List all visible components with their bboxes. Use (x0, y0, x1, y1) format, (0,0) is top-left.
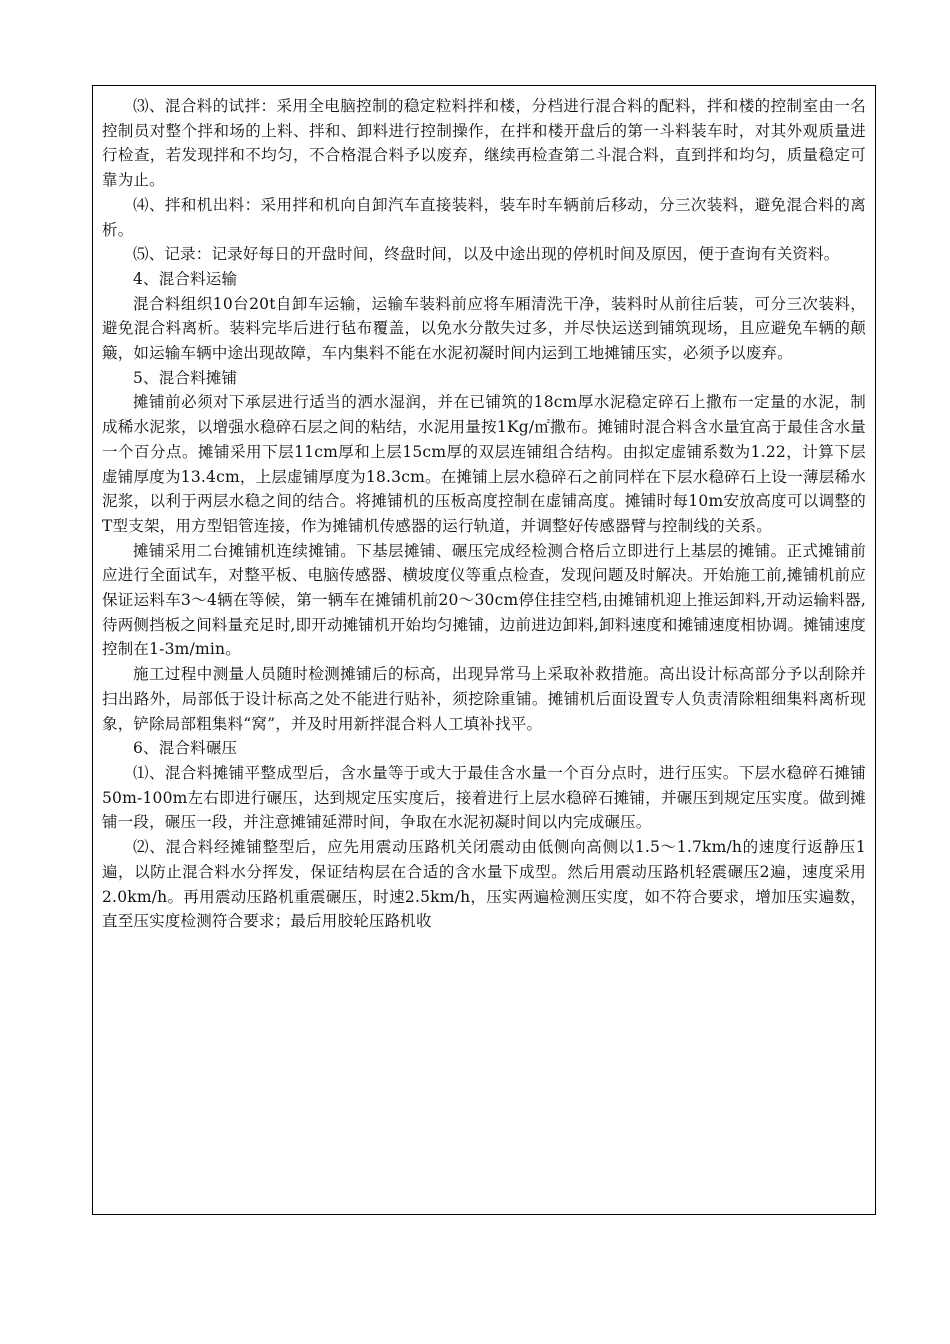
section-heading-compaction: 6、混合料碾压 (133, 739, 238, 758)
document-body (102, 94, 866, 934)
paragraph-record: ⑸、记录：记录好每日的开盘时间，终盘时间，以及中途出现的停机时间及原因，便于查询有关资料。 (133, 245, 840, 264)
section-heading-transport: 4、混合料运输 (133, 269, 238, 288)
paragraph-mixer-discharge: ⑷、拌和机出料：采用拌和机向自卸汽车直接装料，装车时车辆前后移动，分三次装料，避免混合料的离析。 (102, 195, 866, 239)
section-heading-paving: 5、混合料摊铺 (133, 368, 238, 387)
paragraph-paving-survey: 施工过程中测量人员随时检测摊铺后的标高，出现异常马上采取补救措施。高出设计标高部分予以刮除并扫出路外，局部低于设计标高之处不能进行贴补，须挖除重铺。摊铺机后面设置专人负责清除粗细集料离析现象，铲除局部粗集料“窝”，并及时用新拌混合料人工填补找平。 (102, 665, 866, 733)
paragraph-paving-machines: 摊铺采用二台摊铺机连续摊铺。下基层摊铺、碾压完成经检测合格后立即进行上基层的摊铺。正式摊铺前应进行全面试车，对整平板、电脑传感器、横坡度仪等重点检查，发现问题及时解决。开始施工前,摊铺机前应保证运料车3～4辆在等候，第一辆车在摊铺机前20～30cm停住挂空档,由摊铺机迎上推运卸料,开动运输料器,待两侧挡板之间料量充足时,即开动摊铺机开始均匀摊铺，边前进边卸料,卸料速度和摊铺速度相协调。摊铺速度控制在1-3m/min。 (102, 541, 866, 659)
paragraph-compaction-2: ⑵、混合料经摊铺整型后，应先用震动压路机关闭震动由低侧向高侧以1.5～1.7km/h的速度行返静压1遍，以防止混合料水分挥发，保证结构层在合适的含水量下成型。然后用震动压路机轻震碾压2遍，速度采用2.0km/h。再用震动压路机重震碾压，时速2.5km/h，压实两遍检测压实度，如不符合要求，增加压实遍数，直至压实度检测符合要求；最后用胶轮压路机收 (102, 838, 866, 931)
paragraph-compaction-1: ⑴、混合料摊铺平整成型后，含水量等于或大于最佳含水量一个百分点时，进行压实。下层水稳碎石摊铺50m-100m左右即进行碾压，达到规定压实度后，接着进行上层水稳碎石摊铺，并碾压到规定压实度。做到摊铺一段，碾压一段，并注意摊铺延滞时间，争取在水泥初凝时间以内完成碾压。 (102, 763, 866, 832)
table-frame (92, 85, 876, 1215)
paragraph-transport: 混合料组织10台20t自卸车运输，运输车装料前应将车厢清洗干净，装料时从前往后装，可分三次装料，避免混合料离析。装料完毕后进行毡布覆盖，以免水分散失过多，并尽快运送到铺筑现场，且应避免车辆的颠簸，如运输车辆中途出现故障，车内集料不能在水泥初凝时间内运到工地摊铺压实，必须予以废弃。 (102, 294, 866, 363)
paragraph-mix-trial: ⑶、混合料的试拌：采用全电脑控制的稳定粒料拌和楼，分档进行混合料的配料，拌和楼的控制室由一名控制员对整个拌和场的上料、拌和、卸料进行控制操作，在拌和楼开盘后的第一斗料装车时，对其外观质量进行检查，若发现拌和不均匀，不合格混合料予以废弃，继续再检查第二斗混合料，直到拌和均匀，质量稳定可靠为止。 (102, 97, 866, 190)
paragraph-paving-prep: 摊铺前必须对下承层进行适当的洒水湿润，并在已铺筑的18cm厚水泥稳定碎石上撒布一定量的水泥，制成稀水泥浆，以增强水稳碎石层之间的粘结，水泥用量按1Kg/㎡撒布。摊铺时混合料含水量宜高于最佳含水量一个百分点。摊铺采用下层11cm厚和上层15cm厚的双层连铺组合结构。由拟定虚铺系数为1.22，计算下层虚铺厚度为13.4cm，上层虚铺厚度为18.3cm。在摊铺上层水稳碎石之前同样在下层水稳碎石上设一薄层稀水泥浆，以利于两层水稳之间的结合。将摊铺机的压板高度控制在虚铺高度。摊铺时每10m安放高度可以调整的T型支架，用方型铝管连接，作为摊铺机传感器的运行轨道，并调整好传感器臂与控制线的关系。 (102, 393, 866, 535)
